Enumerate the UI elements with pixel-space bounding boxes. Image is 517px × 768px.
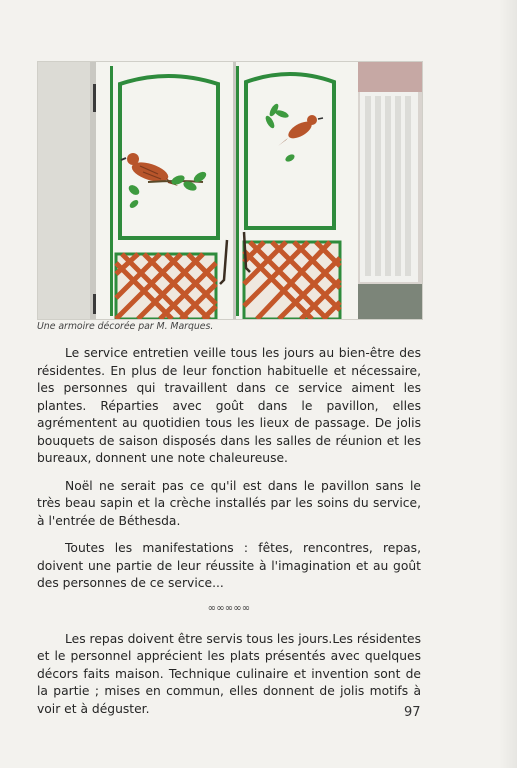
paragraph-service-entretien: Le service entretien veille tous les jours au bien-être des résidentes. En plus de leur fonction habituelle et nécessaire, les personnes qui travaillent dans ce service aiment les plantes. Réparties avec goût dans le pavillon, elles agrémentent au quotidien tous les lieux de passage. De jolis bouquets de saison disposés dans les salles de réunion et les bureaux, donnent une note chaleureuse. xyxy=(37,346,421,465)
page-edge-shadow xyxy=(499,0,517,768)
paragraph-manifestations: Toutes les manifestations : fêtes, rencontres, repas, doivent une partie de leur réussite à l'imagination et au goût des personnes de ce service... xyxy=(37,541,421,590)
paragraph-repas: Les repas doivent être servis tous les jours.Les résidentes et le personnel apprécient les plats présentés avec quelques décors faits maison. Technique culinaire et invention sont de la partie ; mises en commun, elles donnent de jolis motifs à voir et à déguster. xyxy=(37,631,421,716)
body-text xyxy=(37,345,421,728)
figure-caption: Une armoire décorée par M. Marques. xyxy=(37,321,214,332)
radiator xyxy=(356,92,422,319)
cabinet-photo xyxy=(37,61,423,320)
paragraph-noel: Noël ne serait pas ce qu'il est dans le pavillon sans le très beau sapin et la crèche installés par les soins du service, à l'entrée de Béthesda. xyxy=(37,478,421,528)
section-separator: ∞∞∞∞∞ xyxy=(207,602,251,614)
page-number: 97 xyxy=(404,705,421,720)
cabinet-illustration xyxy=(38,62,422,319)
